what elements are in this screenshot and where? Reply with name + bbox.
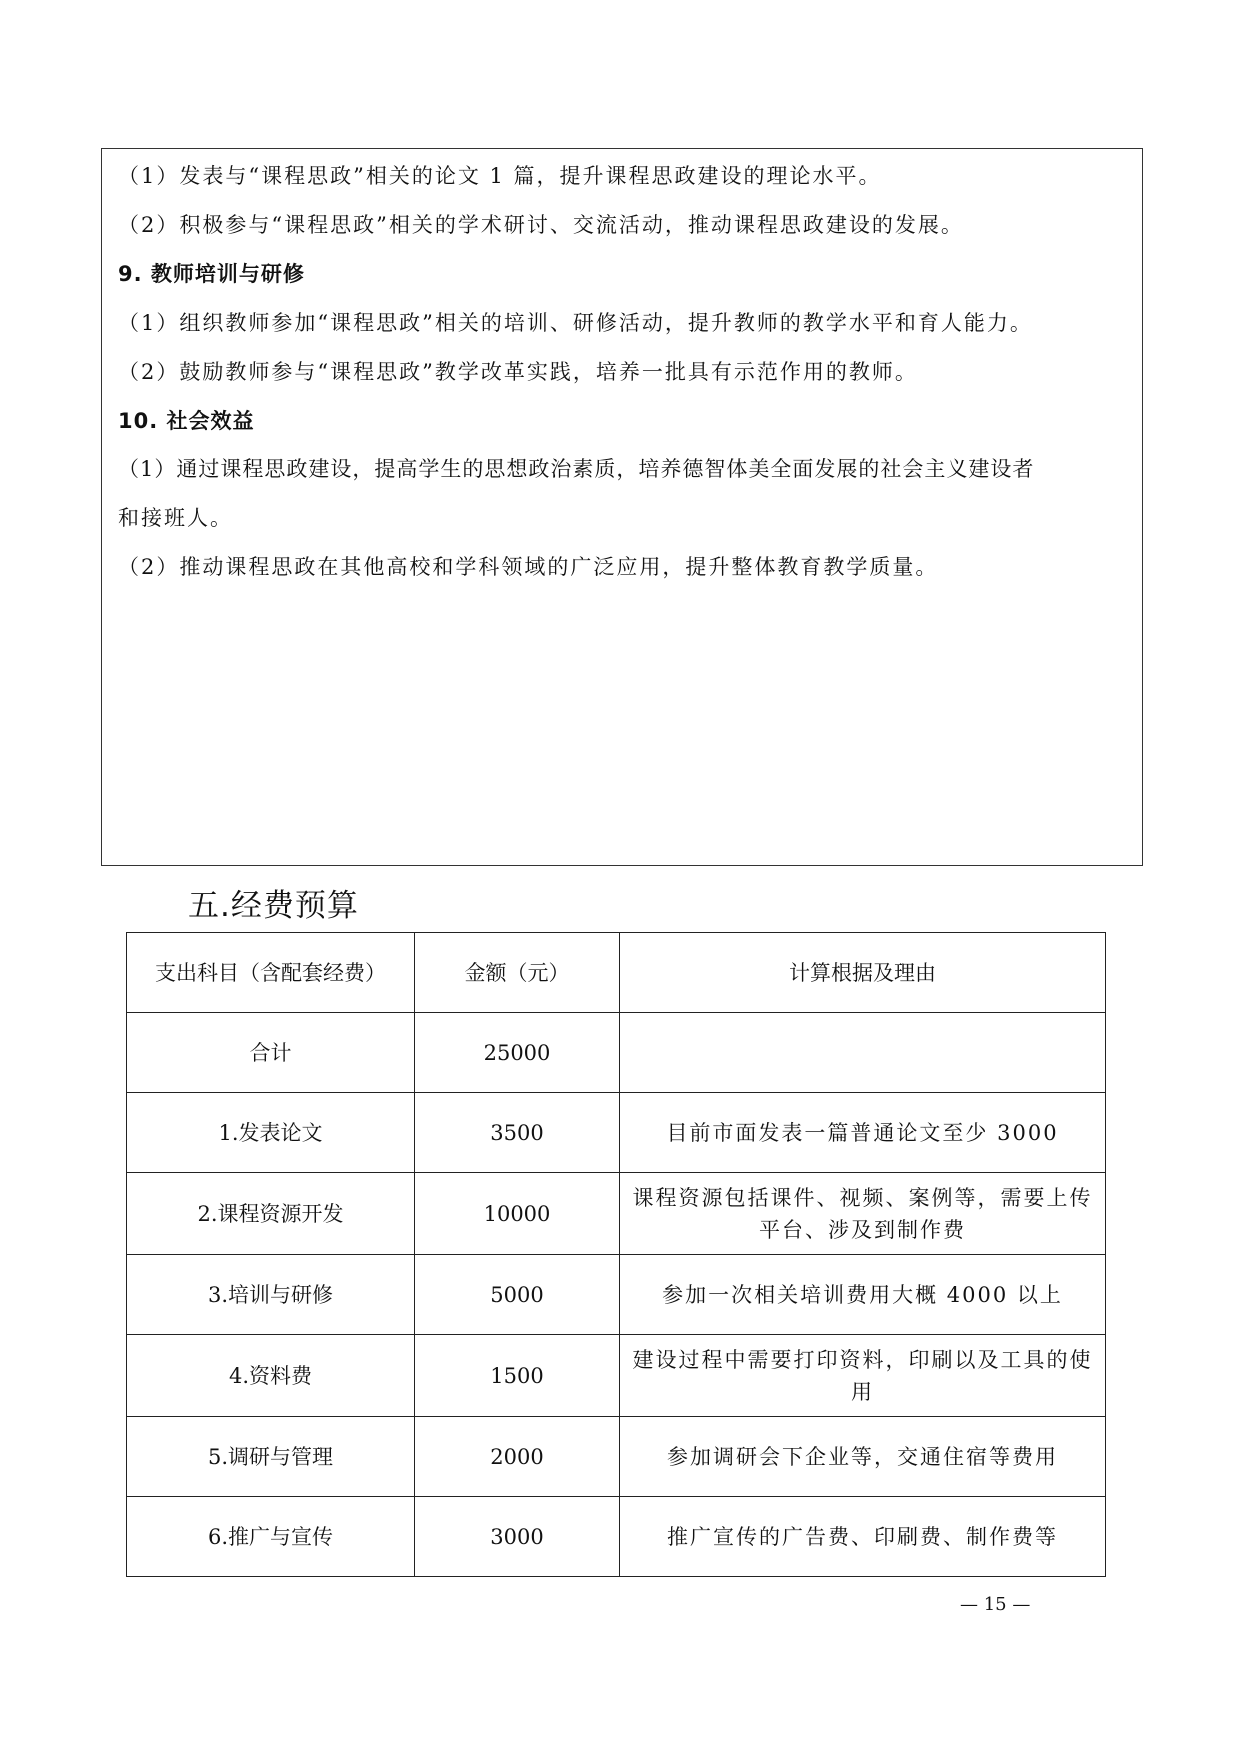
amount-cell: 2000 bbox=[415, 1417, 620, 1497]
text-line: （1）通过课程思政建设，提高学生的思想政治素质，培养德智体美全面发展的社会主义建设者 bbox=[118, 457, 1035, 481]
text-line: 和接班人。 bbox=[118, 506, 233, 530]
page-number: — 15 — bbox=[960, 1594, 1031, 1615]
text-line: （1）组织教师参加“课程思政”相关的培训、研修活动，提升教师的教学水平和育人能力。 bbox=[118, 311, 1033, 335]
header-item: 支出科目（含配套经费） bbox=[127, 933, 415, 1013]
section-heading: 9. 教师培训与研修 bbox=[118, 262, 305, 286]
budget-title: 五.经费预算 bbox=[188, 888, 359, 924]
item-cell: 3.培训与研修 bbox=[127, 1255, 415, 1335]
item-cell: 合计 bbox=[127, 1013, 415, 1093]
item-cell: 6.推广与宣传 bbox=[127, 1497, 415, 1577]
table-row bbox=[127, 1013, 1106, 1093]
content-box bbox=[101, 148, 1143, 866]
reason-cell: 建设过程中需要打印资料，印刷以及工具的使用 bbox=[620, 1335, 1106, 1417]
reason-cell: 参加调研会下企业等，交通住宿等费用 bbox=[620, 1417, 1106, 1497]
table-row bbox=[127, 1093, 1106, 1173]
item-cell: 2.课程资源开发 bbox=[127, 1173, 415, 1255]
item-cell: 5.调研与管理 bbox=[127, 1417, 415, 1497]
table-row bbox=[127, 1417, 1106, 1497]
amount-cell: 1500 bbox=[415, 1335, 620, 1417]
item-cell: 4.资料费 bbox=[127, 1335, 415, 1417]
section-heading: 10. 社会效益 bbox=[118, 409, 255, 433]
text-line: （2）推动课程思政在其他高校和学科领域的广泛应用，提升整体教育教学质量。 bbox=[118, 555, 939, 579]
amount-cell: 5000 bbox=[415, 1255, 620, 1335]
amount-cell: 10000 bbox=[415, 1173, 620, 1255]
table-row bbox=[127, 1173, 1106, 1255]
text-line: （2）鼓励教师参与“课程思政”教学改革实践，培养一批具有示范作用的教师。 bbox=[118, 360, 918, 384]
amount-cell: 3500 bbox=[415, 1093, 620, 1173]
item-cell: 1.发表论文 bbox=[127, 1093, 415, 1173]
text-line: （1）发表与“课程思政”相关的论文 1 篇，提升课程思政建设的理论水平。 bbox=[118, 164, 882, 188]
table-header-row bbox=[127, 933, 1106, 1013]
reason-cell: 目前市面发表一篇普通论文至少 3000 bbox=[620, 1093, 1106, 1173]
table-row bbox=[127, 1497, 1106, 1577]
reason-cell bbox=[620, 1013, 1106, 1093]
amount-cell: 3000 bbox=[415, 1497, 620, 1577]
text-line: （2）积极参与“课程思政”相关的学术研讨、交流活动，推动课程思政建设的发展。 bbox=[118, 213, 964, 237]
budget-table bbox=[126, 932, 1106, 1577]
reason-cell: 参加一次相关培训费用大概 4000 以上 bbox=[620, 1255, 1106, 1335]
reason-cell: 课程资源包括课件、视频、案例等，需要上传平台、涉及到制作费 bbox=[620, 1173, 1106, 1255]
header-reason: 计算根据及理由 bbox=[620, 933, 1106, 1013]
reason-cell: 推广宣传的广告费、印刷费、制作费等 bbox=[620, 1497, 1106, 1577]
amount-cell: 25000 bbox=[415, 1013, 620, 1093]
header-amount: 金额（元） bbox=[415, 933, 620, 1013]
table-row bbox=[127, 1255, 1106, 1335]
table-row bbox=[127, 1335, 1106, 1417]
